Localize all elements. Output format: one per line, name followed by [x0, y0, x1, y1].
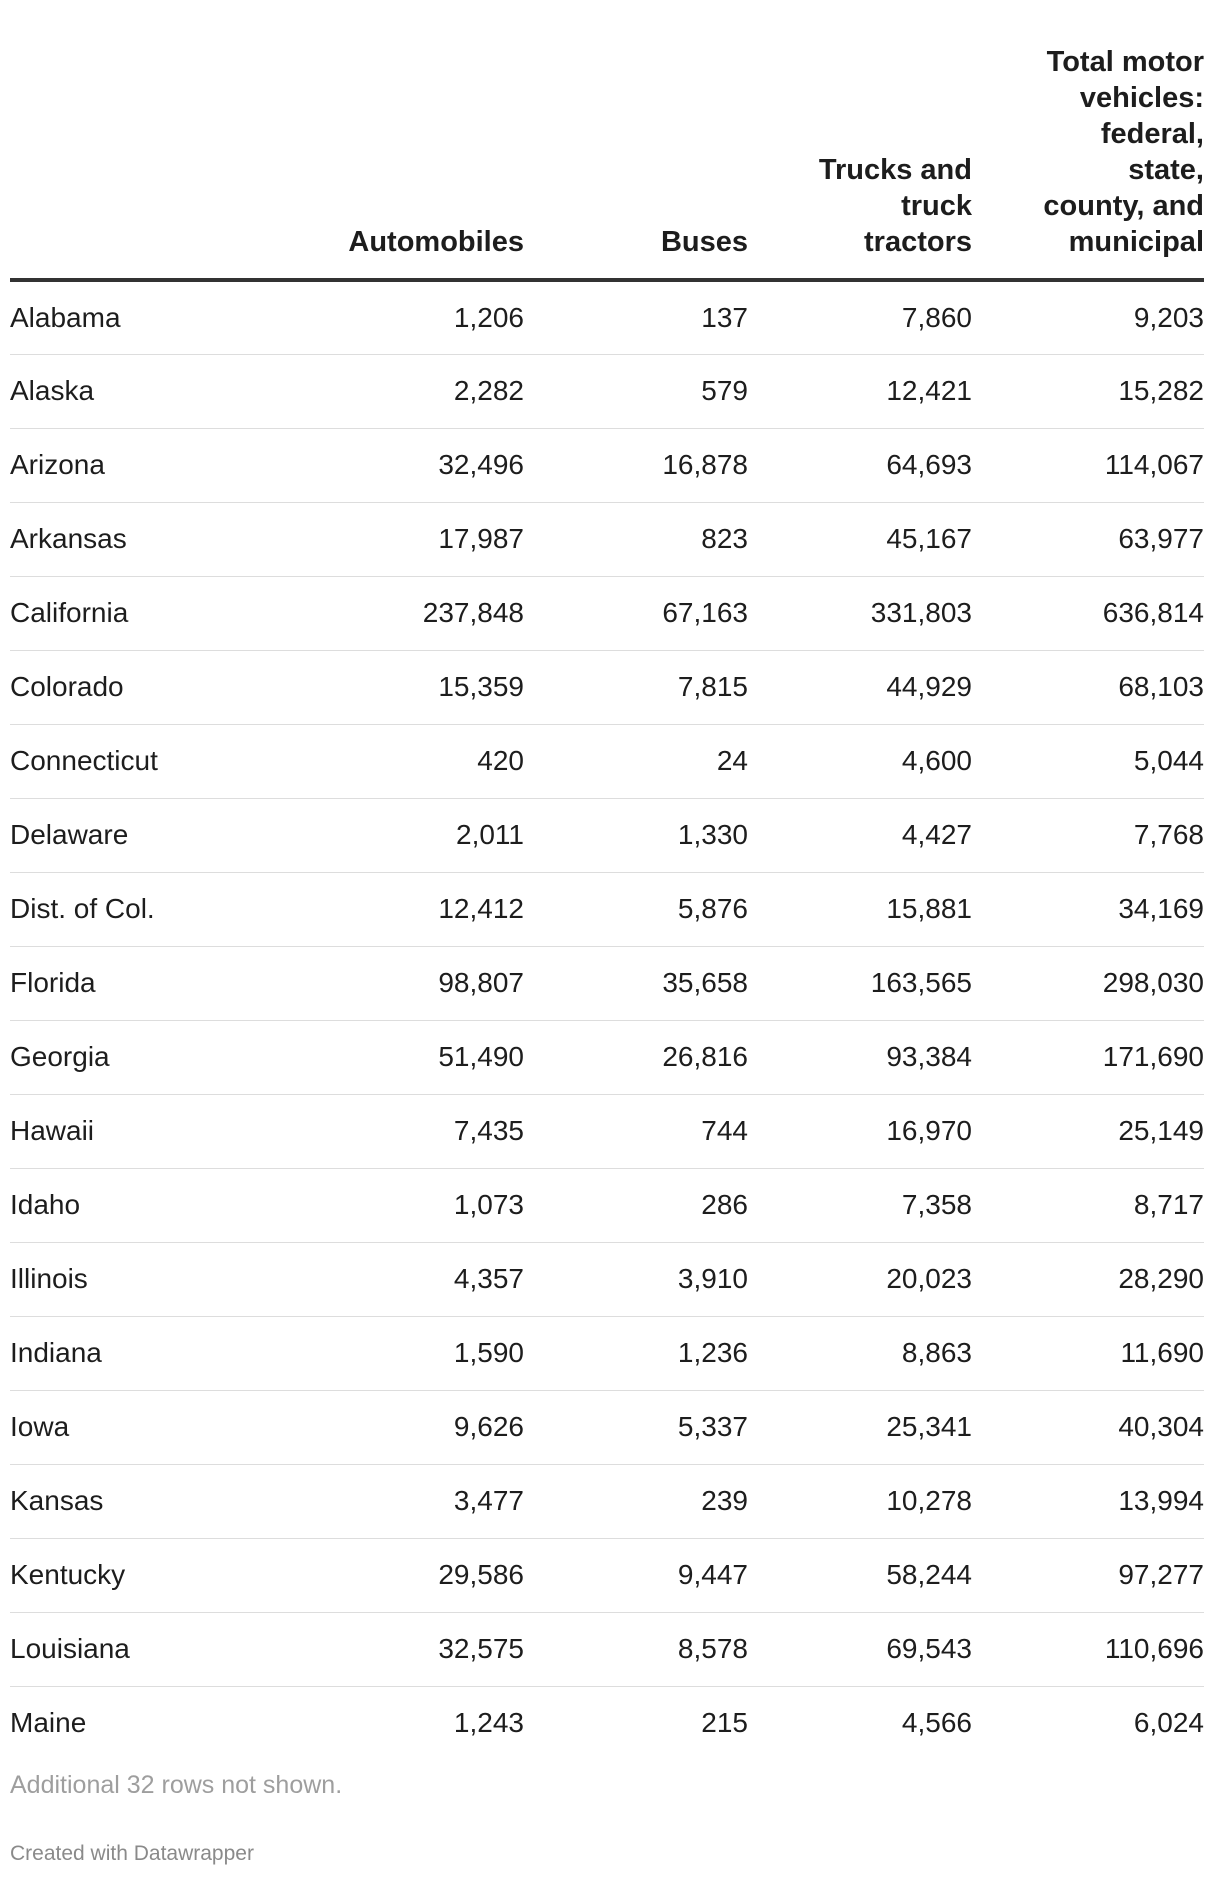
state-cell: Connecticut — [10, 724, 280, 798]
automobiles-cell: 32,575 — [280, 1612, 524, 1686]
table-row — [10, 1168, 1204, 1242]
automobiles-cell: 2,282 — [280, 354, 524, 428]
automobiles-cell: 1,073 — [280, 1168, 524, 1242]
table-body — [10, 280, 1204, 1760]
trucks-cell: 64,693 — [748, 428, 972, 502]
trucks-cell: 8,863 — [748, 1316, 972, 1390]
state-cell: California — [10, 576, 280, 650]
total-cell: 13,994 — [972, 1464, 1204, 1538]
column-header-state[interactable] — [10, 0, 280, 280]
state-cell: Indiana — [10, 1316, 280, 1390]
automobiles-cell: 1,243 — [453, 1707, 524, 1739]
buses-cell: 215 — [701, 1707, 748, 1739]
trucks-cell: 44,929 — [748, 650, 972, 724]
trucks-cell: 20,023 — [748, 1242, 972, 1316]
automobiles-cell: 98,807 — [280, 946, 524, 1020]
automobiles-cell: 12,412 — [280, 872, 524, 946]
total-cell: 11,690 — [972, 1316, 1204, 1390]
automobiles-cell: 15,359 — [280, 650, 524, 724]
total-cell: 114,067 — [972, 428, 1204, 502]
buses-cell: 7,815 — [524, 650, 748, 724]
trucks-cell: 25,341 — [748, 1390, 972, 1464]
total-cell: 28,290 — [972, 1242, 1204, 1316]
automobiles-cell: 420 — [280, 724, 524, 798]
trucks-cell: 58,244 — [748, 1538, 972, 1612]
table-row — [10, 428, 1204, 502]
table-header — [10, 0, 1204, 280]
buses-cell: 137 — [524, 280, 748, 354]
trucks-cell: 12,421 — [748, 354, 972, 428]
automobiles-cell: 32,496 — [280, 428, 524, 502]
total-cell: 298,030 — [972, 946, 1204, 1020]
state-cell: Alabama — [10, 280, 280, 354]
rows-hidden-note: Additional 32 rows not shown. — [10, 1771, 343, 1799]
trucks-cell: 4,566 — [901, 1707, 972, 1739]
buses-cell: 1,236 — [524, 1316, 748, 1390]
table-row — [10, 1316, 1204, 1390]
column-header-automobiles[interactable]: Automobiles — [280, 0, 524, 280]
table-row — [10, 502, 1204, 576]
buses-cell: 1,330 — [524, 798, 748, 872]
table-row — [10, 1538, 1204, 1612]
data-table-container — [10, 0, 1204, 1760]
total-cell: 8,717 — [972, 1168, 1204, 1242]
table-row — [10, 1612, 1204, 1686]
total-cell: 97,277 — [972, 1538, 1204, 1612]
state-cell: Maine — [10, 1707, 87, 1739]
trucks-cell: 45,167 — [748, 502, 972, 576]
buses-cell: 26,816 — [524, 1020, 748, 1094]
buses-cell: 8,578 — [524, 1612, 748, 1686]
table-row — [10, 650, 1204, 724]
table-row — [10, 798, 1204, 872]
buses-cell: 286 — [524, 1168, 748, 1242]
total-cell: 34,169 — [972, 872, 1204, 946]
total-cell: 40,304 — [972, 1390, 1204, 1464]
trucks-cell: 4,427 — [748, 798, 972, 872]
buses-cell: 16,878 — [524, 428, 748, 502]
total-cell: 171,690 — [972, 1020, 1204, 1094]
state-cell: Illinois — [10, 1242, 280, 1316]
trucks-cell: 15,881 — [748, 872, 972, 946]
state-cell: Hawaii — [10, 1094, 280, 1168]
table-row — [10, 724, 1204, 798]
state-cell: Arkansas — [10, 502, 280, 576]
table-row — [10, 946, 1204, 1020]
state-cell: Georgia — [10, 1020, 280, 1094]
state-cell: Idaho — [10, 1168, 280, 1242]
state-cell: Iowa — [10, 1390, 280, 1464]
state-cell: Louisiana — [10, 1612, 280, 1686]
automobiles-cell: 7,435 — [280, 1094, 524, 1168]
column-header-total[interactable]: Total motor vehicles: federal, state, county, and municipal — [972, 0, 1204, 280]
buses-cell: 5,337 — [524, 1390, 748, 1464]
automobiles-cell: 2,011 — [280, 798, 524, 872]
total-cell: 5,044 — [972, 724, 1204, 798]
automobiles-cell: 29,586 — [280, 1538, 524, 1612]
trucks-cell: 69,543 — [748, 1612, 972, 1686]
buses-cell: 744 — [524, 1094, 748, 1168]
automobiles-cell: 9,626 — [280, 1390, 524, 1464]
total-cell: 25,149 — [972, 1094, 1204, 1168]
state-cell: Colorado — [10, 650, 280, 724]
table-row — [10, 1020, 1204, 1094]
buses-cell: 5,876 — [524, 872, 748, 946]
total-cell: 110,696 — [972, 1612, 1204, 1686]
total-cell: 63,977 — [972, 502, 1204, 576]
table-row — [10, 1094, 1204, 1168]
automobiles-cell: 1,590 — [280, 1316, 524, 1390]
automobiles-cell: 237,848 — [280, 576, 524, 650]
trucks-cell: 331,803 — [748, 576, 972, 650]
column-header-trucks[interactable]: Trucks and truck tractors — [748, 0, 972, 280]
trucks-cell: 10,278 — [748, 1464, 972, 1538]
buses-cell: 9,447 — [524, 1538, 748, 1612]
table-row — [10, 576, 1204, 650]
datawrapper-credit[interactable]: Created with Datawrapper — [10, 1842, 254, 1865]
state-cell: Florida — [10, 946, 280, 1020]
table-row — [10, 354, 1204, 428]
total-cell: 636,814 — [972, 576, 1204, 650]
state-cell: Kentucky — [10, 1538, 280, 1612]
table-row — [10, 1242, 1204, 1316]
total-cell: 6,024 — [1133, 1707, 1204, 1739]
trucks-cell: 93,384 — [748, 1020, 972, 1094]
buses-cell: 3,910 — [524, 1242, 748, 1316]
buses-cell: 239 — [524, 1464, 748, 1538]
buses-cell: 823 — [524, 502, 748, 576]
automobiles-cell: 17,987 — [280, 502, 524, 576]
trucks-cell: 4,600 — [748, 724, 972, 798]
state-cell: Dist. of Col. — [10, 872, 280, 946]
trucks-cell: 7,860 — [748, 280, 972, 354]
state-cell: Kansas — [10, 1464, 280, 1538]
buses-cell: 67,163 — [524, 576, 748, 650]
table-row — [10, 1390, 1204, 1464]
automobiles-cell: 3,477 — [280, 1464, 524, 1538]
buses-cell: 24 — [524, 724, 748, 798]
automobiles-cell: 51,490 — [280, 1020, 524, 1094]
automobiles-cell: 4,357 — [280, 1242, 524, 1316]
trucks-cell: 16,970 — [748, 1094, 972, 1168]
data-table — [10, 0, 1204, 1760]
table-row — [10, 1686, 1204, 1760]
trucks-cell: 163,565 — [748, 946, 972, 1020]
table-row — [10, 872, 1204, 946]
total-cell: 15,282 — [972, 354, 1204, 428]
total-cell: 9,203 — [972, 280, 1204, 354]
state-cell: Delaware — [10, 798, 280, 872]
header-row — [10, 0, 1204, 280]
column-header-buses[interactable]: Buses — [524, 0, 748, 280]
trucks-cell: 7,358 — [748, 1168, 972, 1242]
table-row — [10, 280, 1204, 354]
automobiles-cell: 1,206 — [280, 280, 524, 354]
buses-cell: 579 — [524, 354, 748, 428]
state-cell: Alaska — [10, 354, 280, 428]
total-cell: 68,103 — [972, 650, 1204, 724]
state-cell: Arizona — [10, 428, 280, 502]
buses-cell: 35,658 — [524, 946, 748, 1020]
table-row — [10, 1464, 1204, 1538]
total-cell: 7,768 — [972, 798, 1204, 872]
